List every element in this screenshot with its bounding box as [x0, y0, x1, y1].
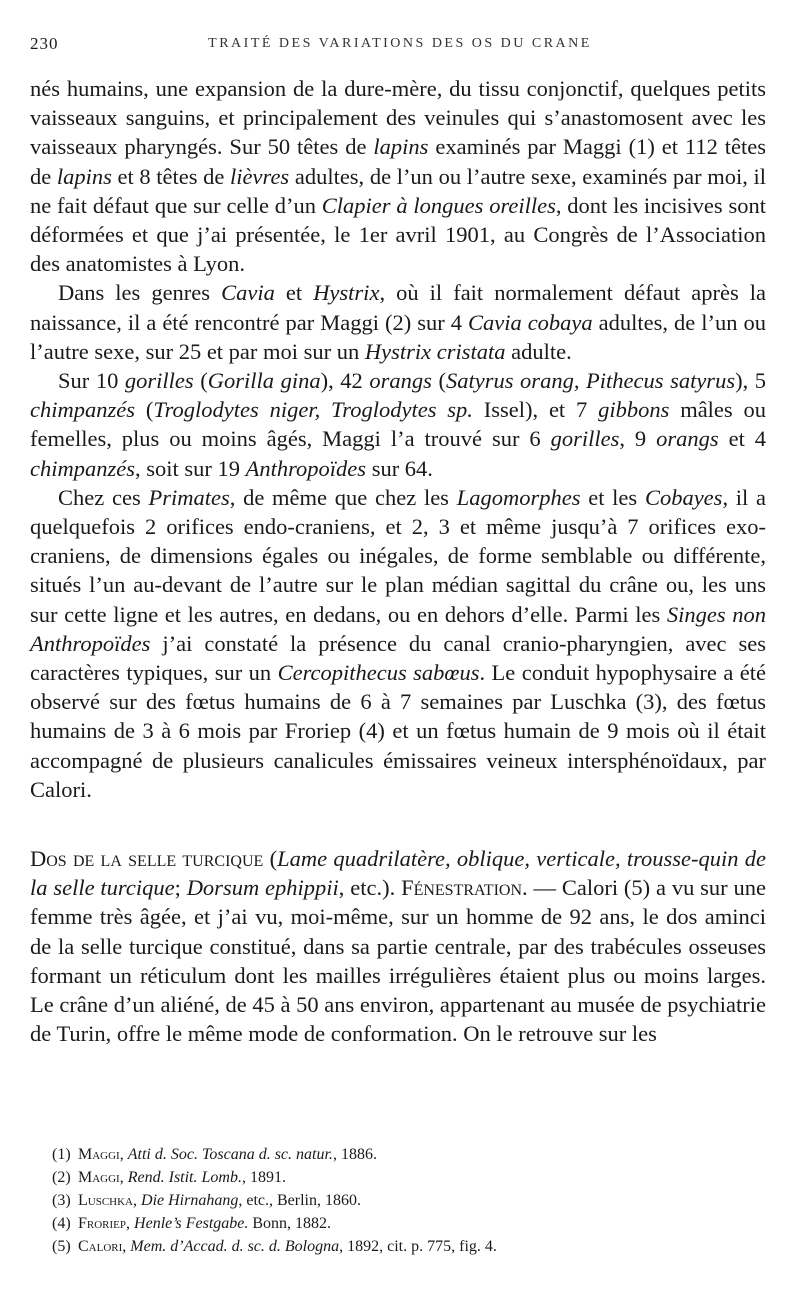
paragraph-3: Sur 10 gorilles (Gorilla gina), 42 orangs (Satyrus orang, Pithecus satyrus), 5 chimpanzés (Troglodytes niger, Troglodytes sp. Issel), et 7 gibbons mâles ou femelles, plus ou moins âgés, Maggi l’a trouvé sur 6 gorilles, 9 orangs et 4 chimpanzés, soit sur 19 Anthropoïdes sur 64. — [30, 368, 767, 481]
paragraph-4: Chez ces Primates, de même que chez les Lagomorphes et les Cobayes, il a quelquefois 2 orifices endo-craniens, et 2, 3 et même jusqu’à 7 orifices exo-craniens, de dimensions égales ou inégales, de forme semblable ou différente, situés l’un au-devant de l’autre sur le plan médian sagittal du crâne ou, les uns sur cette ligne et les autres, en dedans, ou en dehors d’elle. Parmi les Singes non Anthropoïdes j’ai constaté la présence du canal cranio-pharyngien, avec ses caractères typiques, sur un Cercopithecus sabœus. Le conduit hypophysaire a été observé sur des fœtus humains de 6 à 7 semaines par Luschka (3), des fœtus humains de 3 à 6 mois par Froriep (4) et un fœtus humain de 9 mois où il était accompagné de plusieurs canalicules émissaires veineux intersphénoïdaux, par Calori. — [30, 484, 767, 802]
footnote: (2) Maggi, Rend. Istit. Lomb., 1891. — [52, 1169, 286, 1186]
footnote: (5) Calori, Mem. d’Accad. d. sc. d. Bologna, 1892, cit. p. 775, fig. 4. — [52, 1238, 497, 1255]
page-number: 230 — [30, 34, 59, 53]
subsection-heading: Fénestration. — [401, 875, 528, 901]
paragraph-1: nés humains, une expansion de la dure-mère, du tissu conjonctif, quelques petits vaisseaux sanguins, et principalement des veinules qui s’anastomosent avec les vaisseaux pharyngés. Sur 50 têtes de lapins examinés par Maggi (1) et 112 têtes de lapins et 8 têtes de lièvres adultes, de l’un ou l’autre sexe, examinés par moi, il ne fait défaut que sur celle d’un Clapier à longues oreilles, dont les incisives sont déformées et que j’ai présentée, le 1er avril 1901, au Congrès de l’Association des anatomistes à Lyon. — [30, 76, 767, 277]
footnote: (1) Maggi, Atti d. Soc. Toscana d. sc. natur., 1886. — [52, 1146, 377, 1163]
body-text — [30, 74, 766, 1049]
running-title: TRAITÉ DES VARIATIONS DES OS DU CRANE — [208, 36, 592, 51]
paragraph-2: Dans les genres Cavia et Hystrix, où il fait normalement défaut après la naissance, il a été rencontré par Maggi (2) sur 4 Cavia cobaya adultes, de l’un ou l’autre sexe, sur 25 et par moi sur un Hystrix cristata adulte. — [30, 280, 767, 364]
section-heading: Dos de la selle turcique — [30, 846, 264, 872]
footnote: (4) Froriep, Henle’s Festgabe. Bonn, 1882. — [52, 1215, 332, 1232]
running-header — [30, 34, 770, 58]
paragraph-5: Dos de la selle turcique (Lame quadrilatère, oblique, verticale, trousse-quin de la selle turcique; Dorsum ephippii, etc.). Fénestration. — Calori (5) a vu sur une femme très âgée, et j’ai vu, moi-même, sur un homme de 92 ans, le dos aminci de la selle turcique constitué, dans sa partie centrale, par des trabécules osseuses formant un réticulum dont les mailles irrégulières étaient plus ou moins larges. Le crâne d’un aliéné, de 45 à 50 ans environ, appartenant au musée de psychiatrie de Turin, offre le même mode de conformation. On le retrouve sur les — [30, 846, 767, 1047]
footnotes — [52, 1143, 760, 1258]
footnote: (3) Luschka, Die Hirnahang, etc., Berlin, 1860. — [52, 1192, 361, 1209]
